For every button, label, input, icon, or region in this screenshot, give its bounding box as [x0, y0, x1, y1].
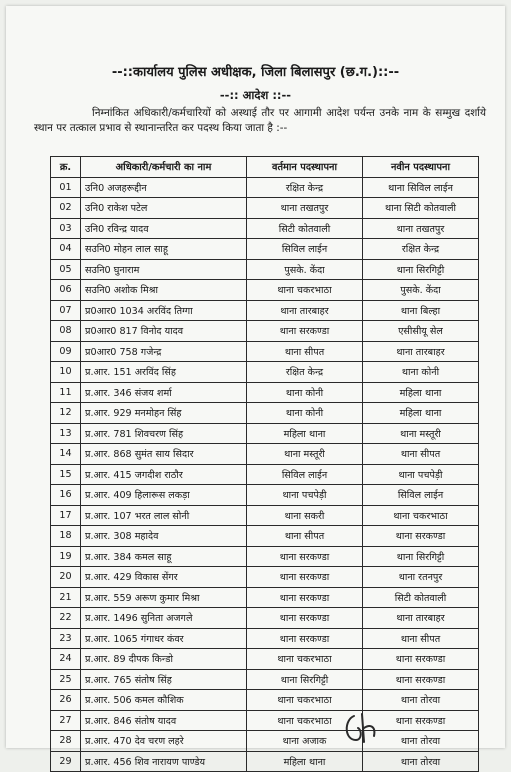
row-name: प्र.आर. 89 दीपक किन्डो: [81, 649, 247, 670]
row-new-posting: थाना पचपेड़ी: [363, 464, 479, 485]
table-row: [51, 341, 479, 362]
row-new-posting: थाना सीपत: [363, 628, 479, 649]
table-row: [51, 710, 479, 731]
row-present-posting: थाना चकरभाठा: [247, 649, 363, 670]
document-page: [6, 6, 505, 768]
row-present-posting: सिटी कोतवाली: [247, 218, 363, 239]
row-present-posting: थाना सीपत: [247, 341, 363, 362]
table-row: [51, 382, 479, 403]
table-row: [51, 464, 479, 485]
row-name: प्र.आर. 409 हिलारूस लकड़ा: [81, 485, 247, 506]
row-name: उनि0 अजहरूद्दीन: [81, 177, 247, 198]
row-present-posting: थाना तारबाहर: [247, 300, 363, 321]
row-serial: 04: [51, 239, 81, 260]
row-present-posting: थाना कोनी: [247, 403, 363, 424]
row-new-posting: थाना कोनी: [363, 362, 479, 383]
row-new-posting: पुसके. केंदा: [363, 280, 479, 301]
table-row: [51, 444, 479, 465]
row-new-posting: सिविल लाईन: [363, 485, 479, 506]
signature-mark-icon: [340, 710, 380, 746]
row-name: सउनि0 अशोक मिश्रा: [81, 280, 247, 301]
row-serial: 11: [51, 382, 81, 403]
row-serial: 20: [51, 567, 81, 588]
row-new-posting: थाना तोरवा: [363, 731, 479, 752]
transfer-table-body: [51, 177, 479, 772]
row-new-posting: थाना रतनपुर: [363, 567, 479, 588]
table-row: [51, 505, 479, 526]
row-serial: 09: [51, 341, 81, 362]
table-row: [51, 239, 479, 260]
row-serial: 14: [51, 444, 81, 465]
row-present-posting: थाना सीपत: [247, 526, 363, 547]
row-serial: 27: [51, 710, 81, 731]
row-name: प्र.आर. 470 देव चरण लहरे: [81, 731, 247, 752]
row-serial: 26: [51, 690, 81, 711]
row-name: उनि0 राकेश पटेल: [81, 198, 247, 219]
table-row: [51, 280, 479, 301]
row-new-posting: थाना मस्तूरी: [363, 423, 479, 444]
table-row: [51, 751, 479, 772]
row-serial: 02: [51, 198, 81, 219]
row-present-posting: सिविल लाईन: [247, 464, 363, 485]
row-name: प्र0आर0 817 विनोद यादव: [81, 321, 247, 342]
row-new-posting: थाना तारबाहर: [363, 608, 479, 629]
row-present-posting: थाना पचपेड़ी: [247, 485, 363, 506]
row-present-posting: थाना सरकण्डा: [247, 608, 363, 629]
row-present-posting: थाना चकरभाठा: [247, 280, 363, 301]
row-serial: 22: [51, 608, 81, 629]
row-serial: 13: [51, 423, 81, 444]
row-present-posting: थाना चकरभाठा: [247, 690, 363, 711]
row-name: प्र.आर. 415 जगदीश राठौर: [81, 464, 247, 485]
row-new-posting: रक्षित केन्द्र: [363, 239, 479, 260]
row-name: प्र.आर. 506 कमल कौशिक: [81, 690, 247, 711]
table-row: [51, 259, 479, 280]
row-name: प्र.आर. 929 मनमोहन सिंह: [81, 403, 247, 424]
table-row: [51, 177, 479, 198]
row-new-posting: थाना सरकण्डा: [363, 710, 479, 731]
row-serial: 18: [51, 526, 81, 547]
row-serial: 03: [51, 218, 81, 239]
row-new-posting: थाना सिरगिट्टी: [363, 546, 479, 567]
row-name: प्र.आर. 765 संतोष सिंह: [81, 669, 247, 690]
row-name: प्र.आर. 429 विकास सेंगर: [81, 567, 247, 588]
row-new-posting: थाना सिटी कोतवाली: [363, 198, 479, 219]
row-name: प्र.आर. 559 अरूण कुमार मिश्रा: [81, 587, 247, 608]
row-serial: 12: [51, 403, 81, 424]
row-name: उनि0 रविन्द्र यादव: [81, 218, 247, 239]
row-present-posting: थाना सिरगिट्टी: [247, 669, 363, 690]
table-row: [51, 526, 479, 547]
row-new-posting: थाना बिल्हा: [363, 300, 479, 321]
row-present-posting: रक्षित केन्द्र: [247, 177, 363, 198]
row-name: सउनि0 घुनाराम: [81, 259, 247, 280]
row-new-posting: थाना तोरवा: [363, 690, 479, 711]
row-new-posting: थाना चकरभाठा: [363, 505, 479, 526]
row-present-posting: रक्षित केन्द्र: [247, 362, 363, 383]
row-present-posting: थाना कोनी: [247, 382, 363, 403]
row-serial: 17: [51, 505, 81, 526]
row-new-posting: थाना सीपत: [363, 444, 479, 465]
row-serial: 19: [51, 546, 81, 567]
row-present-posting: महिला थाना: [247, 423, 363, 444]
transfer-table-wrapper: [50, 156, 478, 772]
table-row: [51, 423, 479, 444]
row-name: सउनि0 मोहन लाल साहू: [81, 239, 247, 260]
row-present-posting: थाना सरकण्डा: [247, 546, 363, 567]
row-serial: 29: [51, 751, 81, 772]
row-present-posting: थाना तखतपुर: [247, 198, 363, 219]
row-present-posting: थाना मस्तूरी: [247, 444, 363, 465]
row-present-posting: थाना अजाक: [247, 731, 363, 752]
table-row: [51, 649, 479, 670]
row-new-posting: थाना तारबाहर: [363, 341, 479, 362]
table-row: [51, 690, 479, 711]
row-name: प्र.आर. 868 सुमंत साय सिदार: [81, 444, 247, 465]
row-present-posting: थाना सकरी: [247, 505, 363, 526]
row-new-posting: सिटी कोतवाली: [363, 587, 479, 608]
row-serial: 01: [51, 177, 81, 198]
col-header-new-posting: नवीन पदस्थापना: [363, 157, 479, 178]
row-name: प्र.आर. 456 शिव नारायण पाण्डेय: [81, 751, 247, 772]
row-new-posting: महिला थाना: [363, 382, 479, 403]
table-row: [51, 403, 479, 424]
row-serial: 06: [51, 280, 81, 301]
row-serial: 16: [51, 485, 81, 506]
row-present-posting: थाना सरकण्डा: [247, 628, 363, 649]
row-serial: 23: [51, 628, 81, 649]
row-name: प्र.आर. 846 संतोष यादव: [81, 710, 247, 731]
row-new-posting: एसीसीयू सेल: [363, 321, 479, 342]
office-title: --::कार्यालय पुलिस अधीक्षक, जिला बिलासपुर (छ.ग.)::--: [111, 65, 400, 80]
table-row: [51, 608, 479, 629]
col-header-present-posting: वर्तमान पदस्थापना: [247, 157, 363, 178]
row-new-posting: महिला थाना: [363, 403, 479, 424]
row-name: प्र.आर. 384 कमल साहू: [81, 546, 247, 567]
row-serial: 10: [51, 362, 81, 383]
table-row: [51, 321, 479, 342]
row-present-posting: थाना सरकण्डा: [247, 567, 363, 588]
row-serial: 05: [51, 259, 81, 280]
order-heading: --:: आदेश ::--: [219, 88, 292, 102]
table-row: [51, 567, 479, 588]
table-row: [51, 587, 479, 608]
row-name: प्र0आर0 758 गजेन्द्र: [81, 341, 247, 362]
row-name: प्र.आर. 1065 गंगाधर कंवर: [81, 628, 247, 649]
row-new-posting: थाना सिरगिट्टी: [363, 259, 479, 280]
table-header-row: [51, 157, 479, 178]
row-name: प्र.आर. 107 भरत लाल सोनी: [81, 505, 247, 526]
row-serial: 25: [51, 669, 81, 690]
row-serial: 21: [51, 587, 81, 608]
row-name: प्र.आर. 1496 सुनिता अजगले: [81, 608, 247, 629]
row-name: प्र.आर. 151 अरविंद सिंह: [81, 362, 247, 383]
col-header-serial: क्र.: [51, 157, 81, 178]
table-row: [51, 218, 479, 239]
row-serial: 24: [51, 649, 81, 670]
row-name: प्र0आर0 1034 अरविंद तिग्गा: [81, 300, 247, 321]
row-present-posting: थाना सरकण्डा: [247, 321, 363, 342]
row-name: प्र.आर. 346 संजय शर्मा: [81, 382, 247, 403]
row-serial: 07: [51, 300, 81, 321]
row-new-posting: थाना सरकण्डा: [363, 526, 479, 547]
row-present-posting: पुसके. केंदा: [247, 259, 363, 280]
row-name: प्र.आर. 781 शिवचरण सिंह: [81, 423, 247, 444]
table-row: [51, 628, 479, 649]
row-present-posting: थाना सरकण्डा: [247, 587, 363, 608]
row-serial: 08: [51, 321, 81, 342]
row-new-posting: थाना सरकण्डा: [363, 649, 479, 670]
row-new-posting: थाना सिविल लाईन: [363, 177, 479, 198]
row-new-posting: थाना तोरवा: [363, 751, 479, 772]
row-present-posting: सिविल लाईन: [247, 239, 363, 260]
row-new-posting: थाना सरकण्डा: [363, 669, 479, 690]
row-present-posting: महिला थाना: [247, 751, 363, 772]
transfer-table: [50, 156, 479, 772]
table-row: [51, 669, 479, 690]
order-intro-paragraph: निम्नांकित अधिकारी/कर्मचारियों को अस्थाई तौर पर आगामी आदेश पर्यन्त उनके नाम के सम्मुख दर्शाये स्थान पर तत्काल प्रभाव से स्थानान्तरित कर पदस्थ किया जाता है :--: [34, 107, 486, 134]
table-row: [51, 198, 479, 219]
row-present-posting: थाना चकरभाठा: [247, 710, 363, 731]
table-row: [51, 362, 479, 383]
row-name: प्र.आर. 308 महादेव: [81, 526, 247, 547]
row-new-posting: थाना तखतपुर: [363, 218, 479, 239]
table-row: [51, 546, 479, 567]
col-header-name: अधिकारी/कर्मचारी का नाम: [81, 157, 247, 178]
table-row: [51, 485, 479, 506]
row-serial: 28: [51, 731, 81, 752]
row-serial: 15: [51, 464, 81, 485]
table-row: [51, 731, 479, 752]
table-row: [51, 300, 479, 321]
